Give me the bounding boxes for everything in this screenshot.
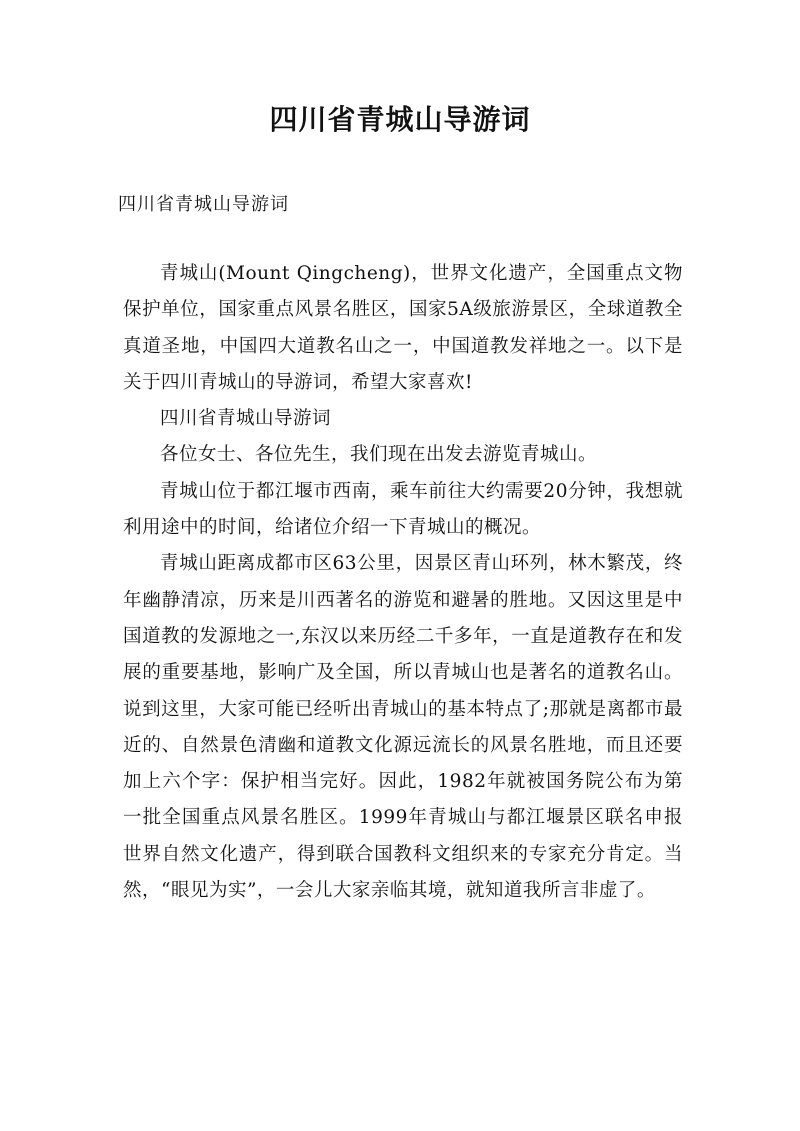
paragraph-intro: 青城山(Mount Qingcheng)，世界文化遗产，全国重点文物保护单位，国家重点风景名胜区，国家5A级旅游景区，全球道教全真道圣地，中国四大道教名山之一，中国道教发祥地之一。以下是关于四川青城山的导游词，希望大家喜欢! [123,263,683,393]
paragraph-location: 青城山位于都江堰市西南，乘车前往大约需要20分钟，我想就利用途中的时间，给诸位介绍一下青城山的概况。 [123,480,683,539]
document-body [123,256,683,909]
paragraph-greeting: 各位女士、各位先生，我们现在出发去游览青城山。 [160,444,598,466]
document-subtitle: 四川省青城山导游词 [118,194,289,215]
document-title: 四川省青城山导游词 [269,103,531,136]
paragraph-overview: 青城山距离成都市区63公里，因景区青山环列，林木繁茂，终年幽静清凉，历来是川西著名的游览和避暑的胜地。又因这里是中国道教的发源地之一,东汉以来历经二千多年，一直是道教存在和发展的重要基地，影响广及全国，所以青城山也是著名的道教名山。说到这里，大家可能已经听出青城山的基本特点了;那就是离都市最近的、自然景色清幽和道教文化源远流长的风景名胜地，而且还要加上六个字：保护相当完好。因此，1982年就被国务院公布为第一批全国重点风景名胜区。1999年青城山与都江堰景区联名申报世界自然文化遗产，得到联合国教科文组织来的专家充分肯定。当然，“眼见为实”，一会儿大家亲临其境，就知道我所言非虚了。 [123,553,683,902]
paragraph-heading: 四川省青城山导游词 [160,408,332,430]
